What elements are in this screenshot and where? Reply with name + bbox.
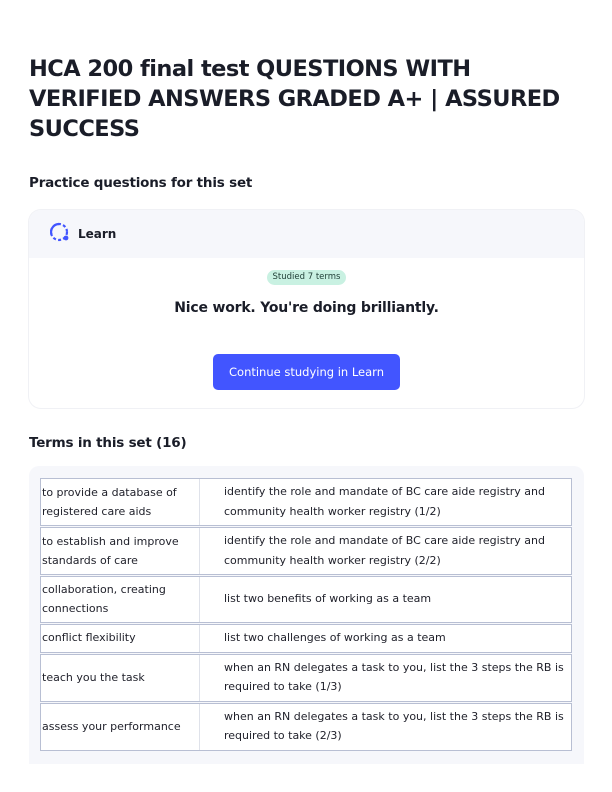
learn-card [29,210,584,408]
definition-text [200,655,571,701]
term-text [41,577,200,622]
term-text-inner: conflict flexibility [42,631,136,645]
definition-text [200,704,571,750]
definition-text-inner: identify the role and mandate of BC care aide registry and community health worker registry (1/2) [224,485,545,518]
definition-text-inner: when an RN delegates a task to you, list the 3 steps the RB is required to take (1/3) [224,660,564,693]
definition-text-inner: list two challenges of working as a team [224,631,446,644]
page-title: HCA 200 final test QUESTIONS WITH VERIFIED ANSWERS GRADED A+ | ASSURED SUCCESS [29,56,560,142]
definition-text-inner: list two benefits of working as a team [224,592,432,606]
praise-message: Nice work. You're doing brilliantly. [174,300,439,316]
term-text-inner: collaboration, creating connections [42,583,166,615]
terms-table [40,478,572,752]
term-text [41,655,200,701]
term-text [41,528,200,574]
term-row [40,703,572,751]
term-row [40,624,572,653]
definition-text [200,577,571,622]
practice-heading: Practice questions for this set [29,175,253,191]
term-text-inner: to establish and improve standards of care [42,534,179,567]
learn-label: Learn [78,227,117,241]
learn-progress-icon [48,221,70,247]
term-row [40,478,572,526]
learn-header[interactable] [29,210,584,258]
term-text-inner: assess your performance [42,719,181,733]
definition-text-inner: identify the role and mandate of BC care aide registry and community health worker registry (2/2) [224,534,545,567]
term-text-inner: to provide a database of registered care aids [42,485,177,518]
definition-text [200,625,571,652]
term-row [40,576,572,623]
continue-learn-button[interactable]: Continue studying in Learn [213,354,400,390]
term-row [40,654,572,702]
term-row [40,527,572,575]
term-text [41,479,200,525]
definition-text-inner: when an RN delegates a task to you, list the 3 steps the RB is required to take (2/3) [224,709,564,742]
studied-badge: Studied 7 terms [267,270,346,285]
definition-text [200,528,571,574]
definition-text [200,479,571,525]
term-text [41,704,200,750]
term-text [41,625,200,652]
terms-panel [29,466,584,764]
term-text-inner: teach you the task [42,670,145,684]
terms-heading: Terms in this set (16) [29,435,187,451]
